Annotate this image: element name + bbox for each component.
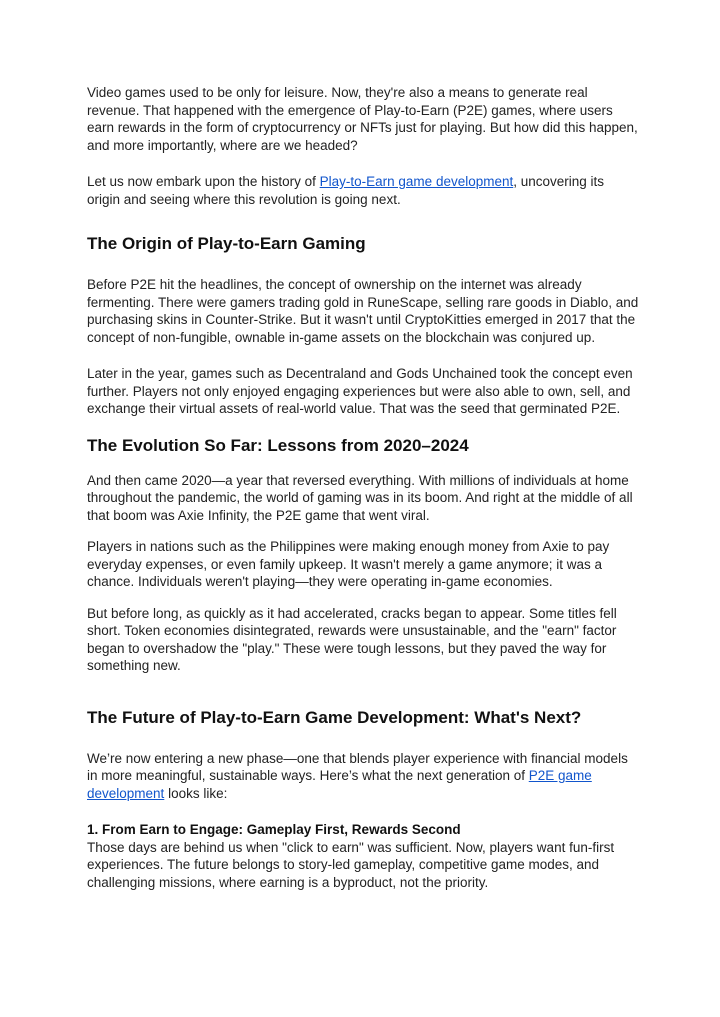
future-point-1-body: Those days are behind us when "click to earn" was sufficient. Now, players want fun-first experiences. The future belongs to story-led gameplay, competitive game modes, and challenging missions, where earning is a byproduct, not the priority. bbox=[87, 839, 615, 890]
p2e-development-link[interactable]: Play-to-Earn game development bbox=[319, 174, 514, 189]
evolution-paragraph-3: But before long, as quickly as it had accelerated, cracks began to appear. Some titles fell short. Token economies disintegrated, rewards were unsustainable, and the "earn" factor began to overshadow the "play." These were tough lessons, but they paved the way for something new. bbox=[87, 605, 617, 673]
origin-paragraph-2: Later in the year, games such as Decentraland and Gods Unchained took the concept even further. Players not only enjoyed engaging experiences but were also able to own, sell, and exchange their virtual assets of real-world value. That was the seed that germinated P2E. bbox=[87, 366, 633, 416]
evolution-paragraph-1: And then came 2020—a year that reversed everything. With millions of individuals at home throughout the pandemic, the world of gaming was in its boom. And right at the middle of all that boom was Axie Infinity, the P2E game that went viral. bbox=[87, 472, 633, 523]
heading-future: The Future of Play-to-Earn Game Development: What's Next? bbox=[87, 707, 582, 727]
future-paragraph-1 bbox=[87, 750, 639, 803]
evolution-paragraph-2: Players in nations such as the Philippines were making enough money from Axie to pay everyday expenses, or even family upkeep. It wasn't merely a game anymore; it was a chance. Individuals weren't playing—they were operating in-game economies. bbox=[87, 539, 610, 589]
future-paragraph-1-start: We’re now entering a new phase—one that blends player experience with financial models in more meaningful, sustainable ways. Here’s what the next generation of bbox=[87, 750, 628, 783]
future-point-1-title: 1. From Earn to Engage: Gameplay First, Rewards Second bbox=[87, 822, 461, 837]
intro-paragraph-2-start: Let us now embark upon the history of bbox=[87, 174, 320, 189]
future-paragraph-1-end: looks like: bbox=[164, 785, 228, 801]
origin-paragraph-1: Before P2E hit the headlines, the concept of ownership on the internet was already fermenting. There were gamers trading gold in RuneScape, selling rare goods in Diablo, and purchasing skins in Counter-Strike. But it wasn't until CryptoKitties emerged in 2017 that the concept of non-fungible, ownable in-game assets on the blockchain was conjured up. bbox=[87, 277, 639, 345]
intro-paragraph-1: Video games used to be only for leisure. Now, they're also a means to generate real revenue. That happened with the emergence of Play-to-Earn (P2E) games, where users earn rewards in the form of cryptocurrency or NFTs just for playing. But how did this happen, and more importantly, where are we headed? bbox=[87, 85, 638, 153]
heading-evolution: The Evolution So Far: Lessons from 2020–2024 bbox=[87, 435, 469, 455]
document-body bbox=[87, 84, 639, 891]
intro-paragraph-2 bbox=[87, 173, 639, 208]
future-point-1 bbox=[87, 821, 639, 891]
intro-paragraph-2-end: , uncovering its origin and seeing where this revolution is going next. bbox=[87, 174, 605, 207]
p2e-game-development-link[interactable]: P2E game development bbox=[87, 768, 592, 801]
heading-origin: The Origin of Play-to-Earn Gaming bbox=[87, 234, 366, 253]
